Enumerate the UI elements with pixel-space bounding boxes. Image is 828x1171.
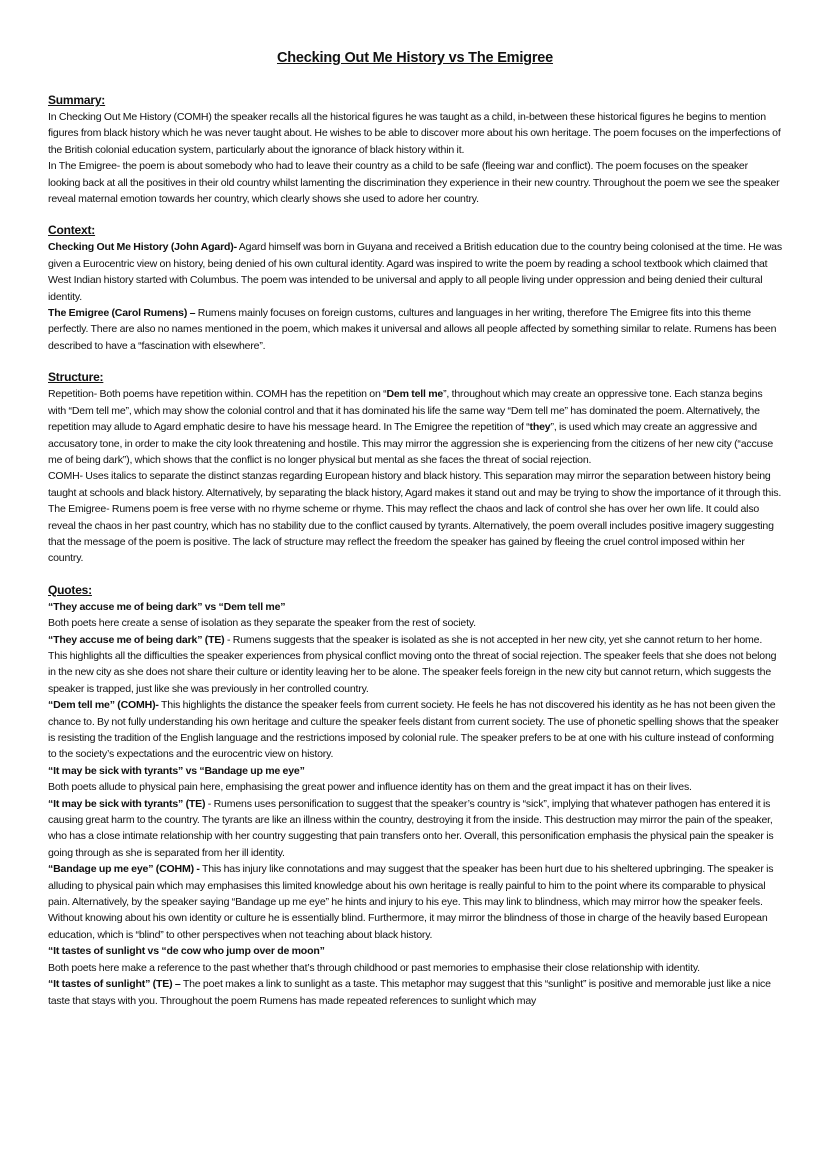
bold-text: “Bandage up me eye” (COHM) - bbox=[48, 863, 200, 876]
section-heading: Summary: bbox=[48, 93, 106, 107]
bold-text: “It tastes of sunlight vs “de cow who jump over de moon” bbox=[48, 945, 325, 958]
document-page bbox=[48, 50, 782, 1009]
paragraph bbox=[48, 779, 782, 795]
paragraph bbox=[48, 501, 782, 567]
paragraph bbox=[48, 763, 782, 779]
bold-text: “It may be sick with tyrants” vs “Bandage up me eye” bbox=[48, 764, 305, 777]
paragraph bbox=[48, 109, 782, 158]
bold-text: “Dem tell me” (COMH)- bbox=[48, 699, 159, 712]
body-text: Agard himself was born in Guyana and received a British education due to the country being colonised at the time. He was given a Eurocentric view on history, being denied of his own cultural identity. Agard was inspired to write the poem by reading a school textbook which claimed that West Indian history started with Columbus. The poem was intended to be universal and apply to all people living under oppression and being denied their cultural identity. bbox=[48, 241, 782, 303]
section-heading: Structure: bbox=[48, 370, 104, 385]
bold-text: “It tastes of sunlight” (TE) – bbox=[48, 978, 181, 991]
section-structure bbox=[48, 369, 782, 566]
paragraph bbox=[48, 796, 782, 862]
section-heading: Quotes: bbox=[48, 582, 92, 597]
body-text: Both poets allude to physical pain here, emphasising the great power and influence identity has on them and the great impact it has on their lives. bbox=[48, 781, 692, 794]
paragraph bbox=[48, 599, 782, 615]
body-text: - Rumens suggests that the speaker is isolated as she is not accepted in her new city, yet she cannot return to her home. This highlights all the difficulties the speaker experiences from physical conflict moving onto the threat of social rejection. The speaker feels that she does not belong in the new city as she does not share their culture or identity leaving her to be alone. The speaker feels foreign in the new city but cannot return, which suggests the speaker is trapped, just like she was previously in her controlled country. bbox=[48, 633, 777, 695]
bold-text: Checking Out Me History (John Agard)- bbox=[48, 241, 237, 254]
paragraph bbox=[48, 158, 782, 207]
body-text: The poet makes a link to sunlight as a taste. This metaphor may suggest that this “sunlight” is positive and memorable just like a nice taste that stays with you. Throughout the poem Rumens has made repeated references to sunlight which may bbox=[48, 978, 771, 1007]
paragraph bbox=[48, 632, 782, 698]
document-body bbox=[48, 92, 782, 1009]
paragraph bbox=[48, 468, 782, 501]
paragraph bbox=[48, 943, 782, 959]
body-text: ”, throughout which may create an oppressive tone. Each stanza begins with “Dem tell me”, which may show the colonial control and that it has dominated his life the same way “Dem tell me” has dominated the poem. Alternatively, the repetition may allude to Agard emphatic desire to have his message heard. In The Emigree the repetition of “ bbox=[48, 388, 763, 434]
paragraph bbox=[48, 976, 782, 1009]
bold-text: “They accuse me of being dark” vs “Dem tell me” bbox=[48, 600, 286, 613]
bold-text: “They accuse me of being dark” (TE) bbox=[48, 633, 225, 646]
body-text: - Rumens uses personification to suggest that the speaker’s country is “sick”, implying that whatever pathogen has entered it is causing great harm to the country. The tyrants are like an illness within the country, destroying it from the inside. This destruction may mirror the pain of the speaker, who has a close intimate relationship with her country suggesting that pain transfers onto her. Overall, this personification emphasis the physical pain the speaker is going through as she is separated from her ill identity. bbox=[48, 797, 774, 859]
section-quotes bbox=[48, 582, 782, 1009]
body-text: This has injury like connotations and may suggest that the speaker has been hurt due to his sheltered upbringing. The speaker is alluding to physical pain which may emphasises this limited knowledge about his own heritage is really painful to him to the point where its comparable to physical pain. Alternatively, by the speaker saying “Bandage up me eye” he hints and injury to his eye. This may link to blindness, which may mirror how the speaker feels. Without knowing about his own identity or culture he is essentially blind. Furthermore, it may mirror the blindness of those in charge of the heavily based European education, which is “blind” to other perspectives when not teaching about black history. bbox=[48, 863, 774, 941]
section-context bbox=[48, 222, 782, 354]
bold-text: they bbox=[529, 421, 551, 434]
body-text: The Emigree- Rumens poem is free verse with no rhyme scheme or rhyme. This may reflect the chaos and lack of control she has over her own life. It could also reveal the chaos in her past country, which has no stability due to the conflict caused by tyrants. Alternatively, the poem overall includes positive imagery suggesting that the message of the poem is positive. The lack of structure may reflect the freedom the speaker has gained by fleeing the cruel control imposed within her country. bbox=[48, 503, 774, 565]
body-text: Both poets here create a sense of isolation as they separate the speaker from the rest of society. bbox=[48, 617, 476, 630]
paragraph bbox=[48, 960, 782, 976]
paragraph bbox=[48, 861, 782, 943]
section-summary bbox=[48, 92, 782, 207]
section-heading: Context: bbox=[48, 223, 96, 238]
body-text: This highlights the distance the speaker feels from current society. He feels he has not discovered his identity as he has not been given the chance to. By not fully understanding his own heritage and culture the speaker feels distant from current society. The use of phonetic spelling shows that the speaker is resisting the tradition of the English language and the restrictions imposed by colonial rule. The speaker prefers to be at one with his culture instead of conforming to the society’s expectations and the eurocentric view on history. bbox=[48, 699, 779, 761]
document-title: Checking Out Me History vs The Emigree bbox=[276, 50, 554, 66]
paragraph bbox=[48, 386, 782, 468]
paragraph bbox=[48, 305, 782, 354]
bold-text: The Emigree (Carol Rumens) – bbox=[48, 307, 196, 320]
paragraph bbox=[48, 697, 782, 763]
body-text: In Checking Out Me History (COMH) the speaker recalls all the historical figures he was taught as a child, in-between these historical figures he begins to mention figures from black history which he was never taught about. He wishes to be able to discover more about his own heritage. The poem focuses on the imperfections of the British colonial education system, particularly about the ignorance of black history within it. bbox=[48, 111, 781, 156]
bold-text: “It may be sick with tyrants” (TE) bbox=[48, 797, 206, 810]
bold-text: Dem tell me bbox=[386, 388, 444, 401]
body-text: In The Emigree- the poem is about somebody who had to leave their country as a child to be safe (fleeing war and conflict). The poem focuses on the speaker looking back at all the positives in their old country whilst lamenting the discrimination they experience in their new country. Throughout the poem we see the speaker reveal maternal emotion towards her country, which clearly shows she used to adore her country. bbox=[48, 160, 780, 206]
body-text: Rumens mainly focuses on foreign customs, cultures and languages in her writing, therefore The Emigree fits into this theme perfectly. There are also no names mentioned in the poem, which makes it universal and allows all people affected by something similar to relate. Rumens has been described to have a “fascination with elsewhere”. bbox=[48, 307, 777, 352]
body-text: Both poets here make a reference to the past whether that’s through childhood or past memories to emphasise their close relationship with identity. bbox=[48, 961, 700, 974]
paragraph bbox=[48, 239, 782, 305]
paragraph bbox=[48, 615, 782, 631]
body-text: ”, is used which may create an aggressive and accusatory tone, in order to make the city look threatening and hostile. This may mirror the aggression she is experiencing from the citizens of her new city (“accuse me of being dark”), which shows that the conflict is no longer physical but mental as she faces the threat of social rejection. bbox=[48, 421, 774, 466]
body-text: Repetition- Both poems have repetition within. COMH has the repetition on “ bbox=[48, 388, 387, 401]
body-text: COMH- Uses italics to separate the distinct stanzas regarding European history and black history. This separation may mirror the separation between history being taught at schools and black history. Alternatively, by separating the black history, Agard makes it stand out and may be trying to show the importance of it through this. bbox=[48, 470, 782, 499]
